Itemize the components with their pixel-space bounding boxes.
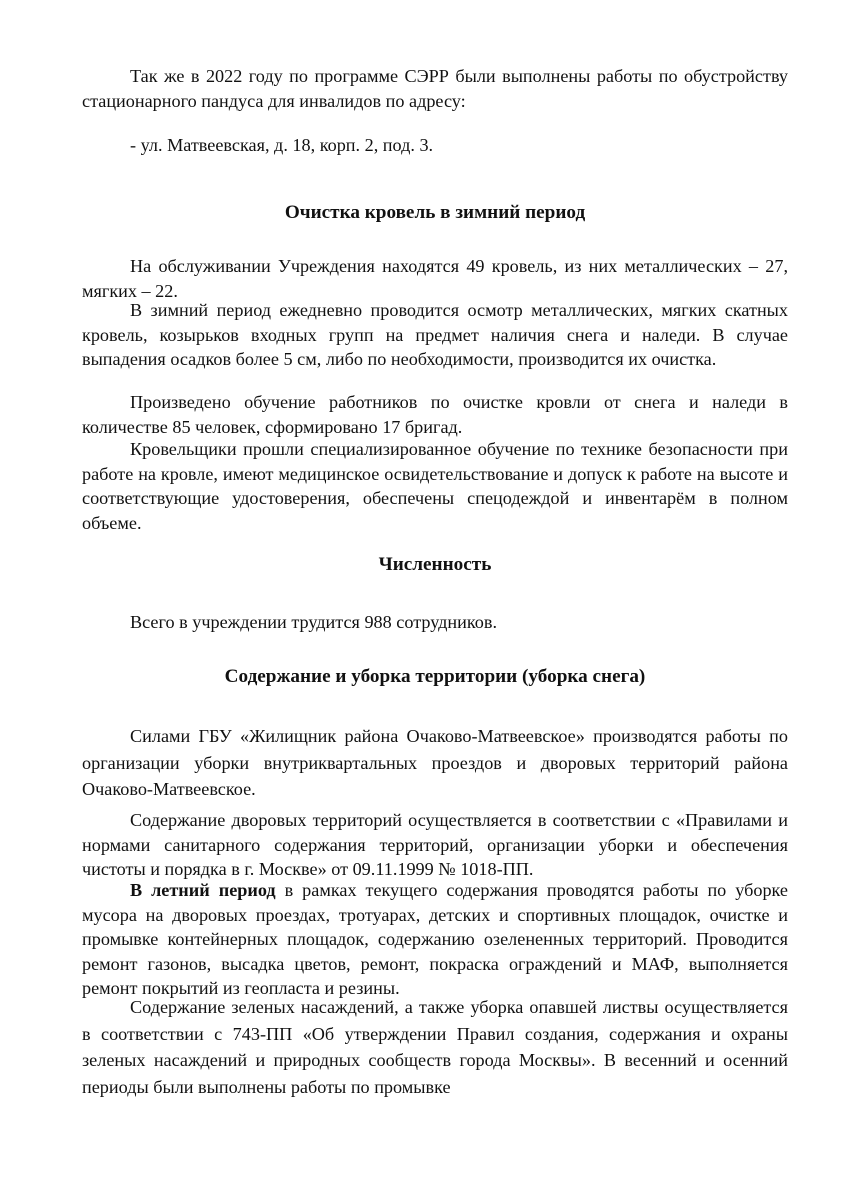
summer-rest-text: в рамках текущего содержания проводятся работы по уборке мусора на дворовых проездах, тротуарах, детских и спортивных площадок, очистке и промывке контейнерных площадок, содержанию озелененных территорий. Проводится ремонт газонов, высадка цветов, ремонт, покраска ограждений и МАФ, выполняется ремонт покрытий из геопласта и резины. [82,880,788,998]
paragraph-ramp-intro: Так же в 2022 году по программе СЭРР были выполнены работы по обустройству стационарного пандуса для инвалидов по адресу: [82,66,788,111]
paragraph-roofs-inspection: В зимний период ежедневно проводится осмотр металлических, мягких скатных кровель, козырьков входных групп на предмет наличия снега и наледи. В случае выпадения осадков более 5 см, либо по необходимости, производится их очистка. [82,300,788,369]
paragraph-summer [82,878,788,1001]
summer-lead-bold: В летний период [130,880,276,900]
heading-staff: Численность [378,554,492,575]
paragraph-territory-rules: Содержание дворовых территорий осуществляется в соответствии с «Правилами и нормами санитарного содержания территорий, организации уборки и обеспечения чистоты и порядка в г. Москве» от 09.11.1999 № 1018-ПП. [82,810,788,879]
heading-territory: Содержание и уборка территории (уборка снега) [224,666,646,687]
paragraph-roofs-count: На обслуживании Учреждения находятся 49 кровель, из них металлических – 27, мягких – 22. [82,256,788,301]
paragraph-territory-intro: Силами ГБУ «Жилищник района Очаково-Матвеевское» производятся работы по организации уборки внутриквартальных проездов и дворовых территорий района Очаково-Матвеевское. [82,726,788,799]
paragraph-greenery: Содержание зеленых насаждений, а также уборка опавшей листвы осуществляется в соответствии с 743-ПП «Об утверждении Правил создания, содержания и охраны зеленых насаждений и природных сообществ города Москвы». В весенний и осенний периоды были выполнены работы по промывке [82,997,788,1097]
paragraph-ramp-address: - ул. Матвеевская, д. 18, корп. 2, под. 3. [130,135,434,155]
paragraph-roofs-training: Произведено обучение работников по очистке кровли от снега и наледи в количестве 85 человек, сформировано 17 бригад. [82,392,788,437]
heading-roofs: Очистка кровель в зимний период [284,202,586,223]
paragraph-roofers: Кровельщики прошли специализированное обучение по технике безопасности при работе на кровле, имеют медицинское освидетельствование и допуск к работе на высоте и соответствующие удостоверения, обеспечены спецодеждой и инвентарём в полном объеме. [82,439,788,533]
paragraph-staff: Всего в учреждении трудится 988 сотрудников. [130,612,498,632]
